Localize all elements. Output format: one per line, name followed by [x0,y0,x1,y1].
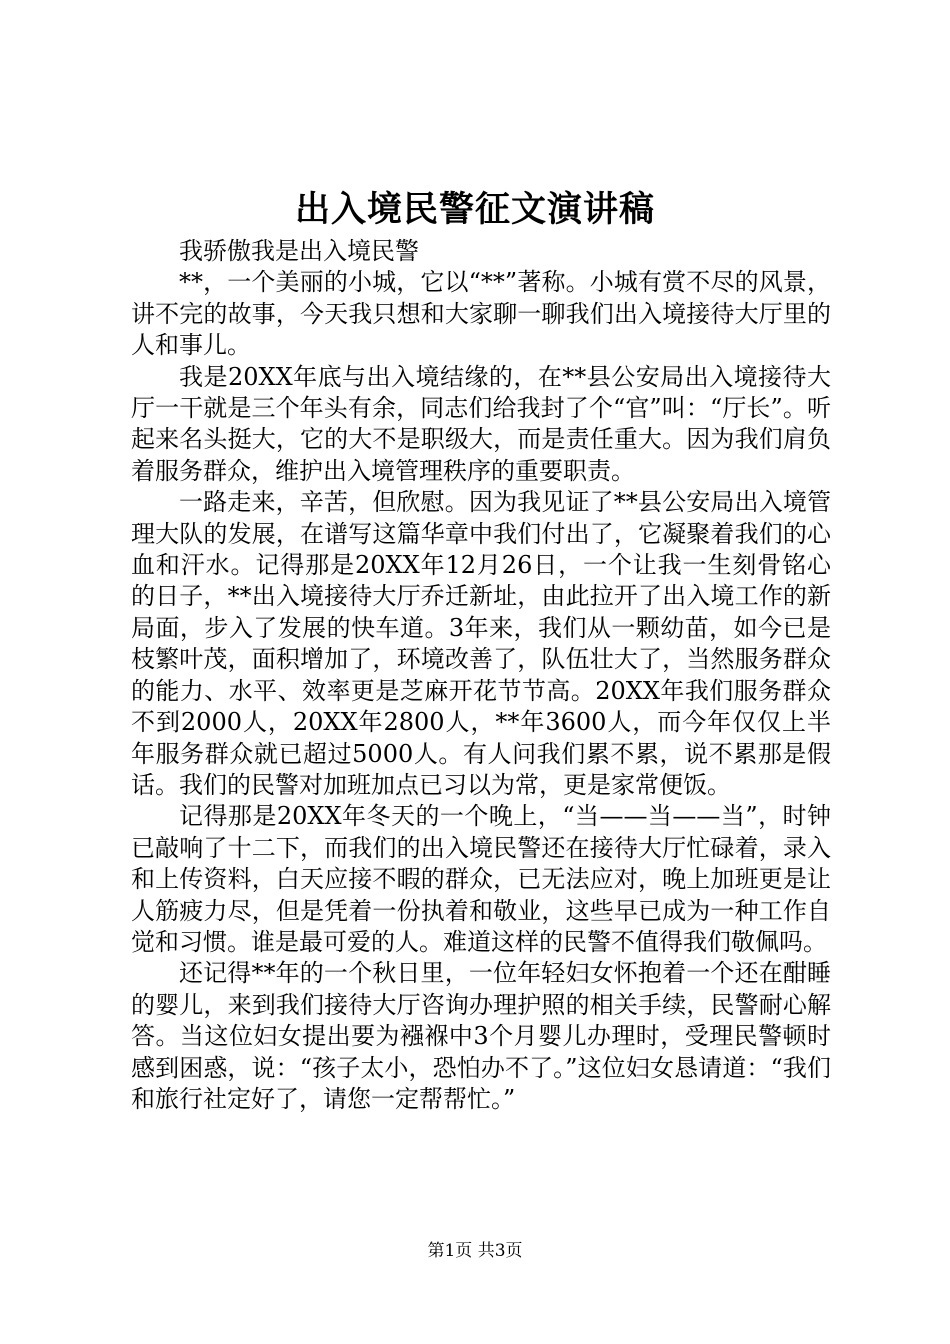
paragraph: **，一个美丽的小城，它以“**”著称。小城有赏不尽的风景，讲不完的故事，今天我只想和大家聊一聊我们出入境接待大厅里的人和事儿。 [131,268,831,360]
paragraph: 我是20XX年底与出入境结缘的，在**县公安局出入境接待大厅一干就是三个年头有余，同志们给我封了个“官”叫：“厅长”。听起来名头挺大，它的大不是职级大，而是责任重大。因为我们肩负着服务群众，维护出入境管理秩序的重要职责。 [131,362,831,485]
paragraph: 记得那是20XX年冬天的一个晚上，“当——当——当”，时钟已敲响了十二下，而我们的出入境民警还在接待大厅忙碌着，录入和上传资料，白天应接不暇的群众，已无法应对，晚上加班更是让人筋疲力尽，但是凭着一份执着和敬业，这些早已成为一种工作自觉和习惯。谁是最可爱的人。难道这样的民警不值得我们敬佩吗。 [131,802,831,956]
paragraph: 还记得**年的一个秋日里，一位年轻妇女怀抱着一个还在酣睡的婴儿，来到我们接待大厅咨询办理护照的相关手续，民警耐心解答。当这位妇女提出要为襁褓中3个月婴儿办理时，受理民警顿时感到困惑，说：“孩子太小，恐怕办不了。”这位妇女恳请道：“我们和旅行社定好了，请您一定帮帮忙。” [131,959,831,1113]
document-body [131,236,831,1115]
paragraph: 一路走来，辛苦，但欣慰。因为我见证了**县公安局出入境管理大队的发展，在谱写这篇华章中我们付出了，它凝聚着我们的心血和汗水。记得那是20XX年12月26日，一个让我一生刻骨铭心的日子，**出入境接待大厅乔迁新址，由此拉开了出入境工作的新局面，步入了发展的快车道。3年来，我们从一颗幼苗，如今已是枝繁叶茂，面积增加了，环境改善了，队伍壮大了，当然服务群众的能力、水平、效率更是芝麻开花节节高。20XX年我们服务群众不到2000人，20XX年2800人，**年3600人，而今年仅仅上半年服务群众就已超过5000人。有人问我们累不累，说不累那是假话。我们的民警对加班加点已习以为常，更是家常便饭。 [131,488,831,799]
page-number-footer: 第1页 共3页 [427,1241,523,1261]
document-title: 出入境民警征文演讲稿 [294,189,655,230]
paragraph-subtitle: 我骄傲我是出入境民警 [179,237,419,265]
